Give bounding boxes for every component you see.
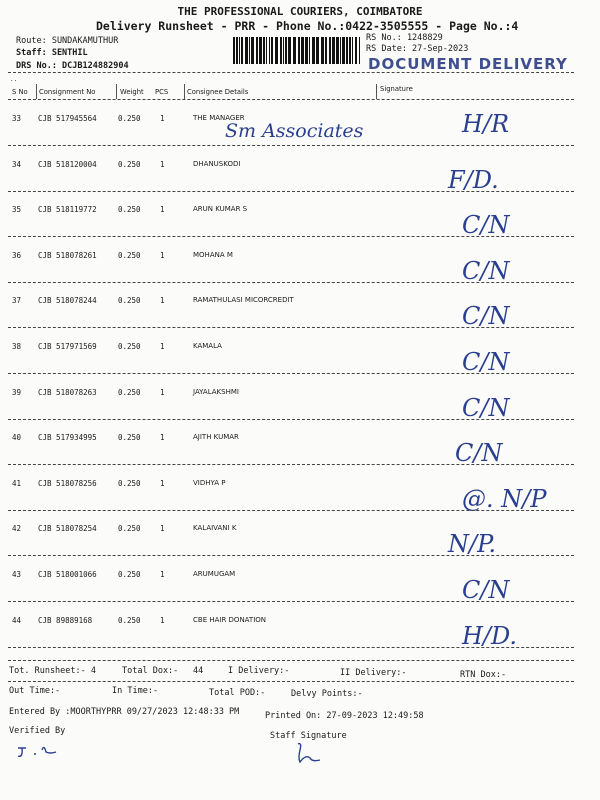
row-consignment-no: CJB 518120004 — [38, 159, 97, 169]
row-pcs: 1 — [160, 387, 165, 397]
header-marker: .. — [10, 76, 18, 83]
drs-number: DRS No.: DCJB124882904 — [16, 61, 129, 71]
table-row — [0, 616, 600, 662]
row-divider — [8, 601, 574, 602]
table-row — [0, 251, 600, 297]
row-sno: 34 — [12, 159, 22, 169]
row-sno: 37 — [12, 296, 22, 306]
row-weight: 0.250 — [118, 615, 141, 625]
row-weight: 0.250 — [118, 296, 141, 306]
divider — [8, 99, 574, 100]
row-sno: 33 — [12, 114, 22, 123]
row-sno: 43 — [12, 570, 22, 579]
row-signature: C/N — [462, 348, 510, 376]
row-divider — [8, 647, 574, 648]
table-row — [0, 205, 600, 251]
table-row — [0, 296, 600, 342]
verified-by: Verified By — [9, 726, 66, 736]
entered-by: Entered By :MOORTHYPRR 09/27/2023 12:48:33 PM — [9, 707, 240, 717]
row-consignee: JAYALAKSHMI — [193, 387, 239, 396]
row-pcs: 1 — [160, 342, 165, 351]
col-weight-header: Weight — [120, 88, 144, 96]
row-consignment-no: CJB 518078244 — [38, 296, 97, 306]
row-consignment-no: CJB 518078254 — [38, 524, 97, 534]
row-weight: 0.250 — [118, 250, 141, 260]
verifier-signature — [14, 740, 74, 762]
row-pcs: 1 — [160, 615, 165, 625]
row-weight: 0.250 — [118, 570, 141, 579]
row-weight: 0.250 — [118, 159, 141, 169]
row-sno: 42 — [12, 524, 22, 534]
table-row — [0, 524, 600, 570]
table-row — [0, 479, 600, 525]
table-row — [0, 160, 600, 206]
row-consignee: VIDHYA P — [193, 478, 226, 487]
col-consignment-header: Consignment No — [39, 88, 96, 96]
row-consignee: KALAIVANI K — [193, 524, 237, 533]
row-pcs: 1 — [160, 250, 165, 260]
staff-signature-label: Staff Signature — [270, 731, 347, 741]
row-pcs: 1 — [160, 478, 165, 488]
table-row — [0, 570, 600, 616]
row-signature: C/N — [455, 439, 503, 468]
row-consignment-no: CJB 518001066 — [38, 570, 97, 579]
row-sno: 40 — [12, 433, 22, 443]
row-consignment-no: CJB 517945564 — [38, 114, 97, 123]
column-divider — [376, 84, 377, 99]
row-signature: H/D. — [462, 621, 518, 650]
row-consignee: CBE HAIR DONATION — [193, 615, 267, 624]
row-consignee: ARUN KUMAR S — [193, 205, 248, 214]
row-weight: 0.250 — [118, 387, 141, 397]
row-pcs: 1 — [160, 296, 165, 306]
total-dox-label: Total Dox:- — [122, 666, 179, 676]
row-divider — [8, 464, 574, 465]
row-divider — [8, 191, 574, 192]
row-consignment-no: CJB 517971569 — [38, 342, 97, 351]
table-row — [0, 433, 600, 479]
row-signature: F/D. — [448, 165, 499, 194]
row-divider — [8, 555, 574, 556]
tot-runsheet: Tot. Runsheet:- 4 — [9, 666, 96, 676]
row-consignment-no: CJB 518078256 — [38, 478, 97, 488]
row-weight: 0.250 — [118, 114, 141, 123]
col-pcs-header: PCS — [155, 88, 169, 96]
row-consignee: ARUMUGAM — [193, 570, 236, 578]
row-divider — [8, 145, 574, 146]
row-signature: H/R — [462, 110, 510, 138]
row-pcs: 1 — [160, 159, 165, 169]
divider — [8, 72, 574, 73]
row-consignment-no: CJB 518078263 — [38, 387, 97, 397]
col-consignee-header: Consignee Details — [187, 88, 249, 96]
row-weight: 0.250 — [118, 524, 141, 534]
document-delivery-stamp: DOCUMENT DELIVERY — [368, 55, 568, 73]
row-divider — [8, 510, 574, 511]
barcode-image — [233, 37, 363, 64]
row-weight: 0.250 — [118, 342, 141, 351]
row-sno: 35 — [12, 205, 22, 215]
row-signature: @. N/P — [462, 484, 547, 513]
column-divider — [36, 84, 37, 99]
row-pcs: 1 — [160, 524, 165, 534]
row-consignee: THE MANAGER — [193, 114, 245, 122]
total-dox-value: 44 — [193, 666, 204, 676]
table-row — [0, 388, 600, 434]
row-signature: C/N — [462, 302, 510, 331]
row-consignee: RAMATHULASI MICORCREDIT — [193, 296, 294, 305]
divider — [8, 681, 574, 682]
row-consignment-no: CJB 517934995 — [38, 433, 97, 443]
route-label: Route: SUNDAKAMUTHUR — [16, 36, 119, 46]
rs-date: RS Date: 27-Sep-2023 — [366, 44, 469, 54]
row-consignee: DHANUSKODI — [193, 159, 241, 168]
row-sno: 44 — [12, 615, 22, 625]
row-divider — [8, 236, 574, 237]
rtn-dox: RTN Dox:- — [460, 670, 507, 680]
row-consignment-no: CJB 518119772 — [38, 205, 97, 215]
row-signature: N/P. — [448, 530, 496, 559]
column-divider — [116, 84, 117, 99]
col-signature-header: Signature — [380, 85, 413, 93]
row-pcs: 1 — [160, 114, 165, 123]
total-pod: Total POD:- — [209, 688, 266, 698]
row-consignment-no: CJB 518078261 — [38, 250, 97, 260]
row-divider — [8, 327, 574, 328]
handwritten-note: Sm Associates — [225, 120, 364, 142]
table-row — [0, 342, 600, 388]
row-sno: 36 — [12, 250, 22, 260]
in-time: In Time:- — [112, 686, 159, 696]
divider — [8, 660, 574, 661]
row-sno: 38 — [12, 342, 22, 351]
row-weight: 0.250 — [118, 205, 141, 215]
out-time: Out Time:- — [9, 686, 61, 696]
i-delivery: I Delivery:- — [228, 666, 290, 676]
row-consignee: AJITH KUMAR — [193, 433, 239, 442]
ii-delivery: II Delivery:- — [340, 668, 407, 678]
row-signature: C/N — [462, 256, 510, 285]
row-signature: C/N — [462, 211, 510, 240]
row-consignee: MOHANA M — [193, 250, 233, 259]
printed-on: Printed On: 27-09-2023 12:49:58 — [265, 711, 424, 721]
row-signature: C/N — [462, 576, 510, 604]
row-pcs: 1 — [160, 205, 165, 215]
staff-signature-mark — [290, 740, 330, 770]
row-divider — [8, 282, 574, 283]
row-pcs: 1 — [160, 570, 165, 579]
row-sno: 41 — [12, 478, 22, 488]
rs-number: RS No.: 1248829 — [366, 33, 443, 43]
row-consignment-no: CJB 89889168 — [38, 615, 93, 625]
row-pcs: 1 — [160, 433, 165, 443]
table-row — [0, 110, 600, 160]
row-divider — [8, 419, 574, 420]
row-sno: 39 — [12, 387, 22, 397]
row-weight: 0.250 — [118, 433, 141, 443]
runsheet-subtitle: Delivery Runsheet - PRR - Phone No.:0422-3505555 - Page No.:4 — [96, 19, 519, 33]
column-divider — [184, 84, 185, 99]
col-sno-header: S No — [12, 88, 28, 96]
row-weight: 0.250 — [118, 478, 141, 488]
company-title: THE PROFESSIONAL COURIERS, COIMBATORE — [177, 5, 423, 18]
row-consignee: KAMALA — [193, 342, 222, 350]
staff-label: Staff: SENTHIL — [16, 48, 88, 58]
row-signature: C/N — [462, 393, 510, 422]
row-divider — [8, 373, 574, 374]
delvy-points: Delvy Points:- — [291, 689, 363, 699]
